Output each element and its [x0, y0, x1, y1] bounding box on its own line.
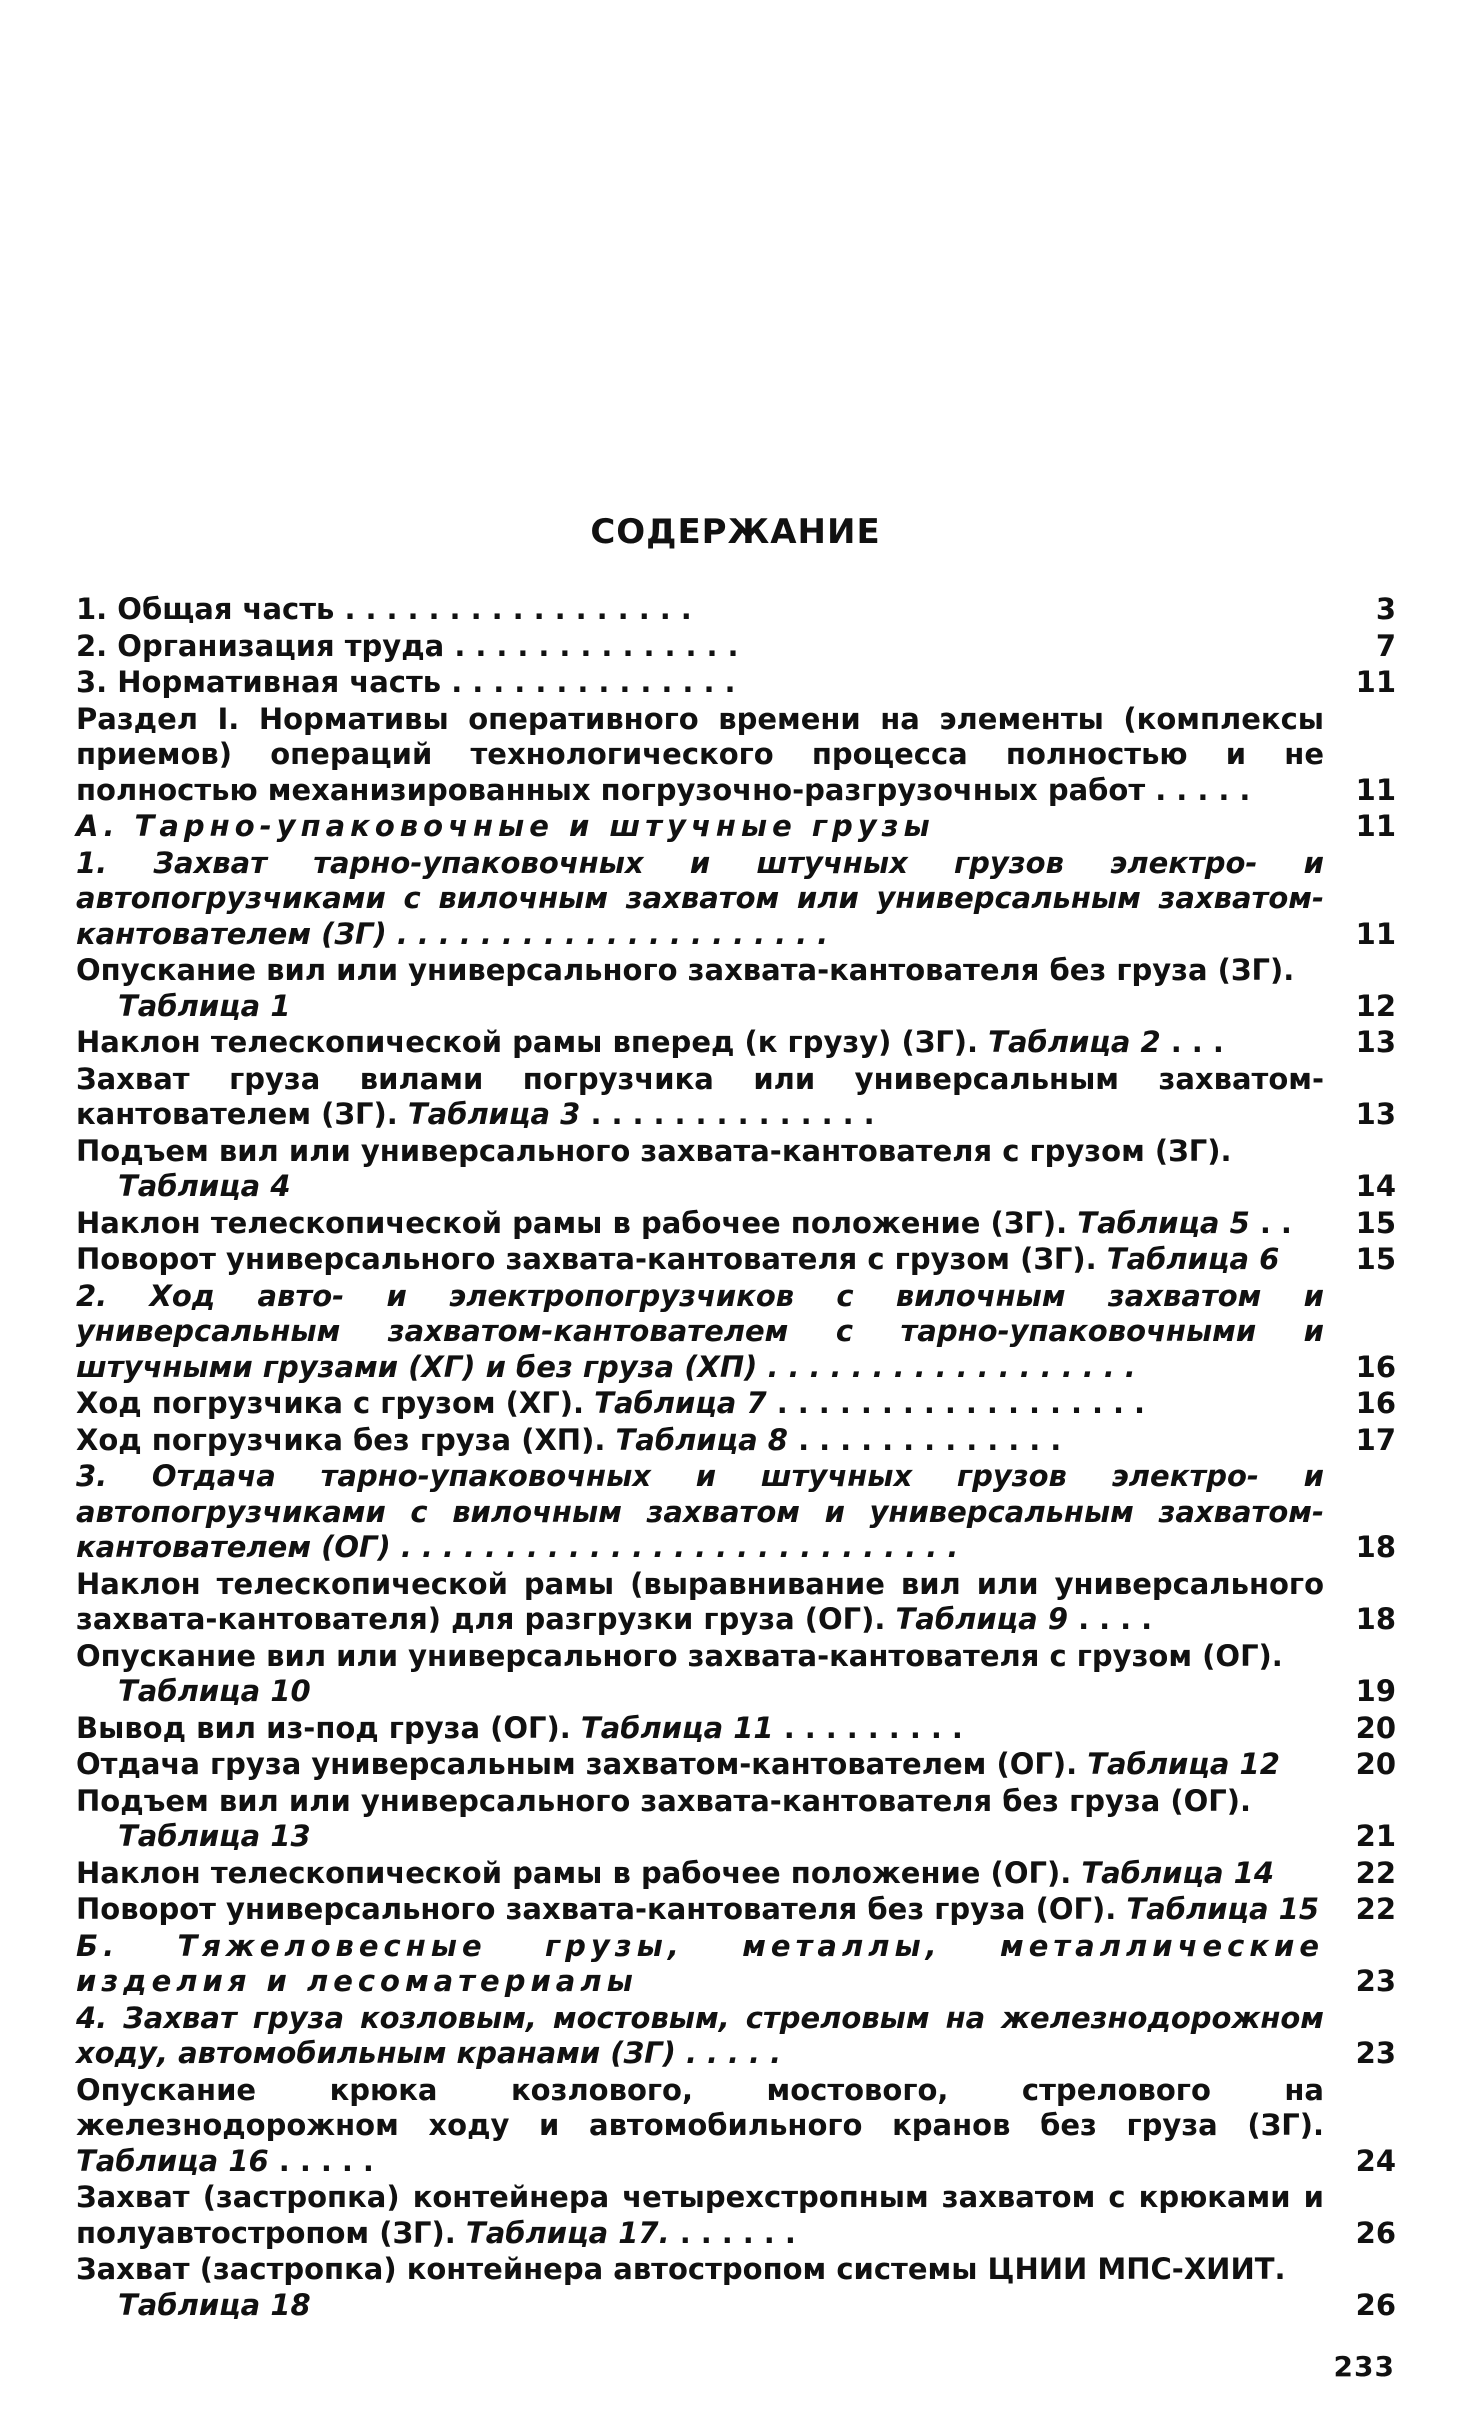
toc-entry-group[interactable]: 2. Ход авто- и электропогрузчиков с вилочным захватом и универсальным захватом-кантователем с тарно-упаковочными и штучными грузами (ХГ) и без груза (ХП) .................. 16 [76, 1278, 1396, 1384]
page-number: 24 [1355, 2143, 1396, 2178]
toc-entry[interactable]: Ход погрузчика без груза (ХП). Таблица 8 ............. 17 [76, 1422, 1396, 1457]
toc-entry[interactable] [76, 953, 1396, 1024]
page-number: 20 [1355, 1710, 1396, 1745]
page-number: 3 [1375, 592, 1396, 626]
table-ref: Таблица 1 [118, 988, 291, 1023]
toc-entry[interactable]: 2. Организация труда .............. 7 [76, 628, 1396, 663]
table-ref: Таблица 10 [118, 1674, 311, 1708]
page-number: 20 [1355, 1747, 1396, 1781]
toc-entry-subsection[interactable] [76, 1929, 1396, 2000]
entry-text: Захват (застропка) контейнера четырехстропным захватом с крюками и полуавтостропом (ЗГ). [76, 2180, 1324, 2250]
toc-entry[interactable] [76, 1242, 1396, 1278]
page-number: 11 [1355, 665, 1396, 699]
table-ref: Таблица 8 [615, 1422, 788, 1457]
page-number: 18 [1355, 1602, 1396, 1636]
toc-entry-group[interactable]: 3. Отдача тарно-упаковочных и штучных грузов электро- и автопогрузчиками с вилочным захватом и универсальным захватом-кантователем (ОГ) ........................... 18 [76, 1459, 1396, 1564]
entry-text: Отдача груза универсальным захватом-кантователем (ОГ). [76, 1747, 1078, 1781]
entry-text: Опускание крюка козлового, мостового, стрелового на железнодорожном ходу и автомобильного кранов без груза (ЗГ). [76, 2072, 1324, 2142]
toc-entry-group[interactable]: 1. Захват тарно-упаковочных и штучных грузов электро- и автопогрузчиками с вилочным захватом или универсальным захватом-кантователем (ЗГ) ..................... 11 [76, 845, 1396, 951]
page-number: 16 [1355, 1386, 1396, 1420]
page-number: 26 [1355, 2215, 1396, 2250]
folio-page-number: 233 [1333, 2350, 1395, 2383]
page-number: 7 [1375, 628, 1396, 663]
entry-text: 3. Нормативная часть [76, 665, 442, 699]
toc-entry[interactable] [76, 1639, 1396, 1710]
page-title: СОДЕРЖАНИЕ [590, 512, 881, 552]
entry-text: 1. Общая часть [76, 592, 335, 626]
toc-entry[interactable]: Захват (застропка) контейнера четырехстропным захватом с крюками и полуавтостропом (ЗГ). Таблица 17. ...... 26 [76, 2180, 1396, 2250]
table-ref: Таблица 13 [118, 1819, 311, 1853]
table-ref: Таблица 12 [1087, 1747, 1280, 1781]
page-number: 14 [1355, 1169, 1396, 1203]
entry-text: Опускание вил или универсального захвата-кантователя с грузом (ОГ). [76, 1638, 1283, 1673]
toc-entry-section[interactable]: Раздел I. Нормативы оперативного времени на элементы (комплексы приемов) операций технологического процесса полностью и не полностью механизированных погрузочно-разгрузочных работ ..... 11 [76, 701, 1396, 807]
table-ref: Таблица 3 [407, 1097, 581, 1131]
page-number: 23 [1355, 2036, 1396, 2070]
entry-text: 4. Захват груза козловым, мостовым, стреловым на железнодорожном ходу, автомобильным кранами (ЗГ) [76, 2000, 1324, 2070]
entry-text: Ход погрузчика без груза (ХП). [76, 1422, 606, 1457]
page-number: 16 [1355, 1349, 1396, 1384]
toc-entry[interactable]: Вывод вил из-под груза (ОГ). Таблица 11 ......... 20 [76, 1710, 1396, 1745]
table-ref: Таблица 18 [118, 2287, 311, 2322]
toc-entry[interactable] [76, 1784, 1396, 1855]
entry-text: Подъем вил или универсального захвата-кантователя с грузом (ЗГ). [76, 1133, 1232, 1168]
entry-text: 3. Отдача тарно-упаковочных и штучных грузов электро- и автопогрузчиками с вилочным захватом и универсальным захватом-кантователем (ОГ) [76, 1459, 1324, 1564]
page-number: 23 [1355, 1964, 1396, 1998]
table-of-contents [76, 592, 1396, 2324]
toc-entry[interactable] [76, 2252, 1396, 2323]
entry-text: Захват груза вилами погрузчика или универсальным захватом-кантователем (ЗГ). [76, 1061, 1324, 1131]
table-ref: Таблица 11 [580, 1710, 774, 1745]
toc-entry[interactable]: Опускание крюка козлового, мостового, стрелового на железнодорожном ходу и автомобильного кранов без груза (ЗГ). Таблица 16 ..... 24 [76, 2072, 1396, 2178]
toc-entry[interactable]: Наклон телескопической рамы в рабочее положение (ЗГ). Таблица 5 .. 15 [76, 1205, 1396, 1240]
entry-text: Подъем вил или универсального захвата-кантователя без груза (ОГ). [76, 1783, 1252, 1818]
entry-text: 2. Ход авто- и электропогрузчиков с вилочным захватом и универсальным захватом-кантователем с тарно-упаковочными и штучными грузами (ХГ) и без груза (ХП) [76, 1278, 1324, 1384]
toc-entry-subsection[interactable] [76, 809, 1396, 845]
page-number: 22 [1355, 1855, 1396, 1890]
toc-entry[interactable]: Наклон телескопической рамы вперед (к грузу) (ЗГ). Таблица 2 ... 13 [76, 1025, 1396, 1059]
table-ref: Таблица 2 [988, 1025, 1161, 1059]
entry-text: Захват (застропка) контейнера автостропом системы ЦНИИ МПС-ХИИТ. [76, 2252, 1286, 2286]
table-ref: Таблица 17. [465, 2215, 670, 2250]
page-number: 11 [1355, 809, 1396, 843]
page-number: 11 [1355, 772, 1396, 807]
page-number: 21 [1355, 1819, 1396, 1853]
entry-text: Наклон телескопической рамы вперед (к грузу) (ЗГ). [76, 1025, 979, 1059]
toc-entry-group[interactable]: 4. Захват груза козловым, мостовым, стреловым на железнодорожном ходу, автомобильным кранами (ЗГ) ..... 23 [76, 2000, 1396, 2070]
page-number: 13 [1355, 1097, 1396, 1131]
page-number: 15 [1355, 1242, 1396, 1276]
toc-entry[interactable]: Ход погрузчика с грузом (ХГ). Таблица 7 .................. 16 [76, 1386, 1396, 1420]
entry-text: Наклон телескопической рамы (выравнивание вил или универсального захвата-кантователя) для разгрузки груза (ОГ). [76, 1566, 1324, 1636]
page-number: 18 [1355, 1530, 1396, 1564]
table-ref: Таблица 9 [895, 1602, 1069, 1636]
table-ref: Таблица 15 [1126, 1892, 1320, 1926]
table-ref: Таблица 16 [76, 2143, 269, 2178]
page-number: 13 [1355, 1025, 1396, 1059]
page-number: 19 [1355, 1674, 1396, 1708]
toc-entry[interactable] [76, 1134, 1396, 1205]
toc-entry[interactable] [76, 1747, 1396, 1783]
toc-entry[interactable]: 1. Общая часть ................. 3 [76, 592, 1396, 626]
page-number: 17 [1355, 1422, 1396, 1457]
table-ref: Таблица 7 [594, 1386, 767, 1420]
toc-entry[interactable]: Захват груза вилами погрузчика или универсальным захватом-кантователем (ЗГ). Таблица 3 .............. 13 [76, 1061, 1396, 1131]
entry-text: Вывод вил из-под груза (ОГ). [76, 1710, 571, 1745]
page-number: 12 [1355, 988, 1396, 1023]
entry-text: Наклон телескопической рамы в рабочее положение (ОГ). [76, 1855, 1072, 1890]
entry-text: Опускание вил или универсального захвата-кантователя без груза (ЗГ). [76, 953, 1295, 987]
page-number: 11 [1355, 916, 1396, 951]
page-number: 15 [1355, 1205, 1396, 1240]
toc-entry[interactable]: 3. Нормативная часть .............. 11 [76, 665, 1396, 699]
page-number: 26 [1355, 2287, 1396, 2322]
toc-entry[interactable] [76, 1892, 1396, 1928]
toc-entry[interactable] [76, 1856, 1396, 1892]
table-ref: Таблица 4 [118, 1169, 291, 1203]
entry-text: Наклон телескопической рамы в рабочее положение (ЗГ). [76, 1205, 1068, 1240]
table-ref: Таблица 5 [1077, 1205, 1250, 1240]
entry-text: Поворот универсального захвата-кантователя без груза (ОГ). [76, 1892, 1117, 1926]
entry-text: 1. Захват тарно-упаковочных и штучных грузов электро- и автопогрузчиками с вилочным захватом или универсальным захватом-кантователем (ЗГ) [76, 845, 1324, 951]
table-ref: Таблица 6 [1106, 1242, 1280, 1276]
entry-text: Поворот универсального захвата-кантователя с грузом (ЗГ). [76, 1242, 1097, 1276]
page-number: 22 [1355, 1892, 1396, 1926]
table-ref: Таблица 14 [1081, 1855, 1275, 1890]
entry-text: Ход погрузчика с грузом (ХГ). [76, 1386, 585, 1420]
entry-text: А. Тарно-упаковочные и штучные грузы [76, 809, 935, 843]
entry-text: 2. Организация труда [76, 628, 445, 663]
entry-text: Б. Тяжеловесные грузы, металлы, металлические изделия и лесоматериалы [76, 1928, 1324, 1998]
toc-entry[interactable]: Наклон телескопической рамы (выравнивание вил или универсального захвата-кантователя) для разгрузки груза (ОГ). Таблица 9 .... 18 [76, 1566, 1396, 1636]
entry-text: Раздел I. Нормативы оперативного времени на элементы (комплексы приемов) операций технологического процесса полностью и не полностью механизированных погрузочно-разгрузочных работ [76, 701, 1324, 807]
